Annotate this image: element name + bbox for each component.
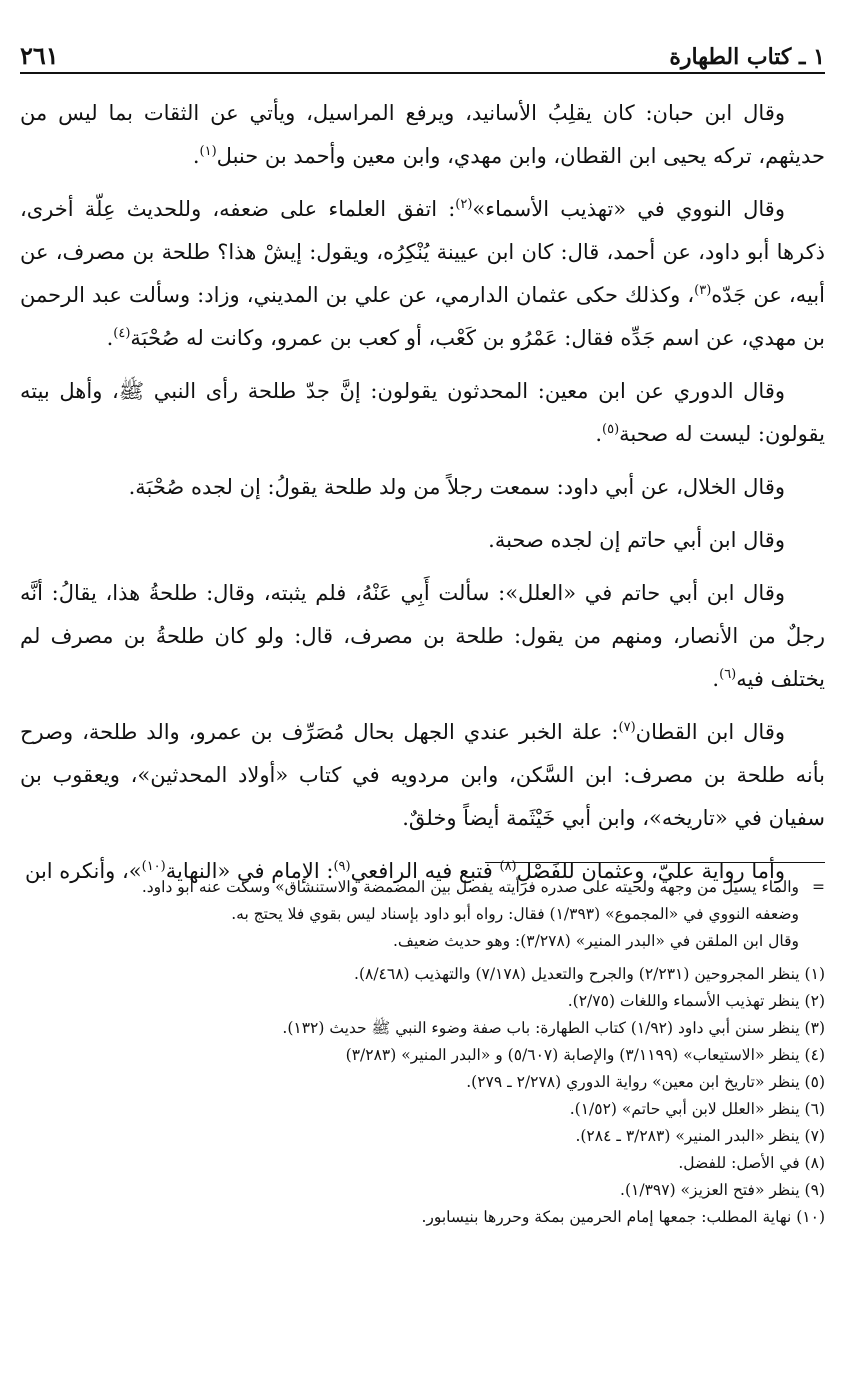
paragraph: وقال ابن القطان$^{(٧)}$: علة الخبر عندي الجهل بحال مُصَرِّف بن عمرو، والد طلحة، وصرح بأنه طلحة بن مصرف: ابن السَّكن، وابن مردويه في كتاب «أولاد المحدثين»، ويعقوب بن سفيان في «تاريخه»، وابن أبي خَيْثَمة أيضاً وخلقٌ. (20, 720, 825, 830)
footnote-ref: (٧) (618, 720, 636, 735)
main-text (20, 92, 825, 903)
footnote-ref: (٢) (455, 197, 473, 212)
paragraph: وأما رواية عليّ، وعثمان للفَصْلِ$^{(٨)}$ فتبع فيه الرافعي$^{(٩)}$: الإمام في «النهاية$^{(١٠)}$»، وأنكره ابن (24, 859, 785, 883)
footnote-ref: (٦) (719, 667, 737, 682)
footnote-ref: (١) (199, 144, 217, 159)
footnote-ref: (٤) (113, 326, 131, 341)
continuation-marker: = (812, 878, 825, 896)
paragraph: وقال النووي في «تهذيب الأسماء»$^{(٢)}$: اتفق العلماء على ضعفه، وللحديث عِلّة أخرى، ذكرها أبو داود، عن أحمد، قال: كان ابن عيينة يُنْكِرُه، ويقول: إيشْ هذا؟ طلحة بن مصرف، عن أبيه، عن جَدّه$^{(٣)}$، وكذلك حكى عثمان الدارمي، عن علي بن المديني، وزاد: وسألت عبد الرحمن بن مهدي، عن اسم جَدِّه فقال: عَمْرُو بن كَعْب، أو كعب بن عمرو، وكانت له صُحْبَة$^{(٤)}$. (20, 197, 825, 350)
footnote-8: (٨) في الأصل: للفضل. (678, 1154, 825, 1172)
footnote-5: (٥) ينظر «تاريخ ابن معين» رواية الدوري (٢/٢٧٨ ـ ٢٧٩). (466, 1073, 825, 1091)
footnote-7: (٧) ينظر «البدر المنير» (٣/٢٨٣ ـ ٢٨٤). (575, 1127, 825, 1145)
footnote-ref: (١٠) (141, 859, 166, 874)
footnotes (20, 874, 825, 1231)
footnote-continuation: وضعفه النووي في «المجموع» (١/٣٩٣) فقال: رواه أبو داود بإسناد ليس بقوي فلا يحتج به. (231, 905, 799, 923)
footnote-6: (٦) ينظر «العلل لابن أبي حاتم» (١/٥٢). (569, 1100, 825, 1118)
footnote-ref: (٣) (694, 283, 712, 298)
running-header (20, 34, 825, 74)
footnote-9: (٩) ينظر «فتح العزيز» (١/٣٩٧). (620, 1181, 825, 1199)
paragraph: وقال الدوري عن ابن معين: المحدثون يقولون: إنَّ جدّ طلحة رأى النبي ﷺ، وأهل بيته يقولون: ليست له صحبة$^{(٥)}$. (20, 379, 825, 446)
footnote-ref: (٩) (333, 859, 351, 874)
footnote-ref: (٥) (602, 422, 620, 437)
chapter-title: ١ ـ كتاب الطهارة (669, 44, 825, 70)
footnote-3: (٣) ينظر سنن أبي داود (١/٩٢) كتاب الطهارة: باب صفة وضوء النبي ﷺ حديث (١٣٢). (282, 1019, 825, 1037)
footnote-1: (١) ينظر المجروحين (٢/٢٣١) والجرح والتعديل (٧/١٧٨) والتهذيب (٨/٤٦٨). (354, 965, 825, 983)
footnote-separator (485, 862, 825, 863)
paragraph: وقال الخلال، عن أبي داود: سمعت رجلاً من ولد طلحة يقولُ: إن لجده صُحْبَة. (128, 475, 785, 499)
footnote-continuation: وقال ابن الملقن في «البدر المنير» (٣/٢٧٨): وهو حديث ضعيف. (393, 932, 799, 950)
footnote-4: (٤) ينظر «الاستيعاب» (٣/١١٩٩) والإصابة (٥/٦٠٧) و «البدر المنير» (٣/٢٨٣) (345, 1046, 825, 1064)
page-number: ٢٦١ (20, 41, 59, 70)
footnote-10: (١٠) نهاية المطلب: جمعها إمام الحرمين بمكة وحررها بنيسابور. (421, 1208, 825, 1226)
footnote-ref: (٨) (499, 859, 517, 874)
footnote-2: (٢) ينظر تهذيب الأسماء واللغات (٢/٧٥). (567, 992, 825, 1010)
paragraph: وقال ابن أبي حاتم إن لجده صحبة. (488, 528, 785, 552)
footnote-continuation: = والماء يسيل من وجهه ولحيته على صدره فرأيته يفصل بين المضمضة والاستنشاق» وسكت عنه أبو داود. (20, 874, 825, 901)
paragraph: وقال ابن حبان: كان يقلِبُ الأسانيد، ويرفع المراسيل، ويأتي عن الثقات بما ليس من حديثهم، تركه يحيى ابن القطان، وابن مهدي، وابن معين وأحمد بن حنبل$^{(١)}$. (20, 101, 825, 168)
paragraph: وقال ابن أبي حاتم في «العلل»: سألت أَبِي عَنْهُ، فلم يثبته، وقال: طلحةُ هذا، يقالُ: أنَّه رجلٌ من الأنصار، ومنهم من يقول: طلحة بن مصرف، قال: ولو كان طلحةُ بن مصرف لم يختلف فيه$^{(٦)}$. (20, 581, 825, 691)
